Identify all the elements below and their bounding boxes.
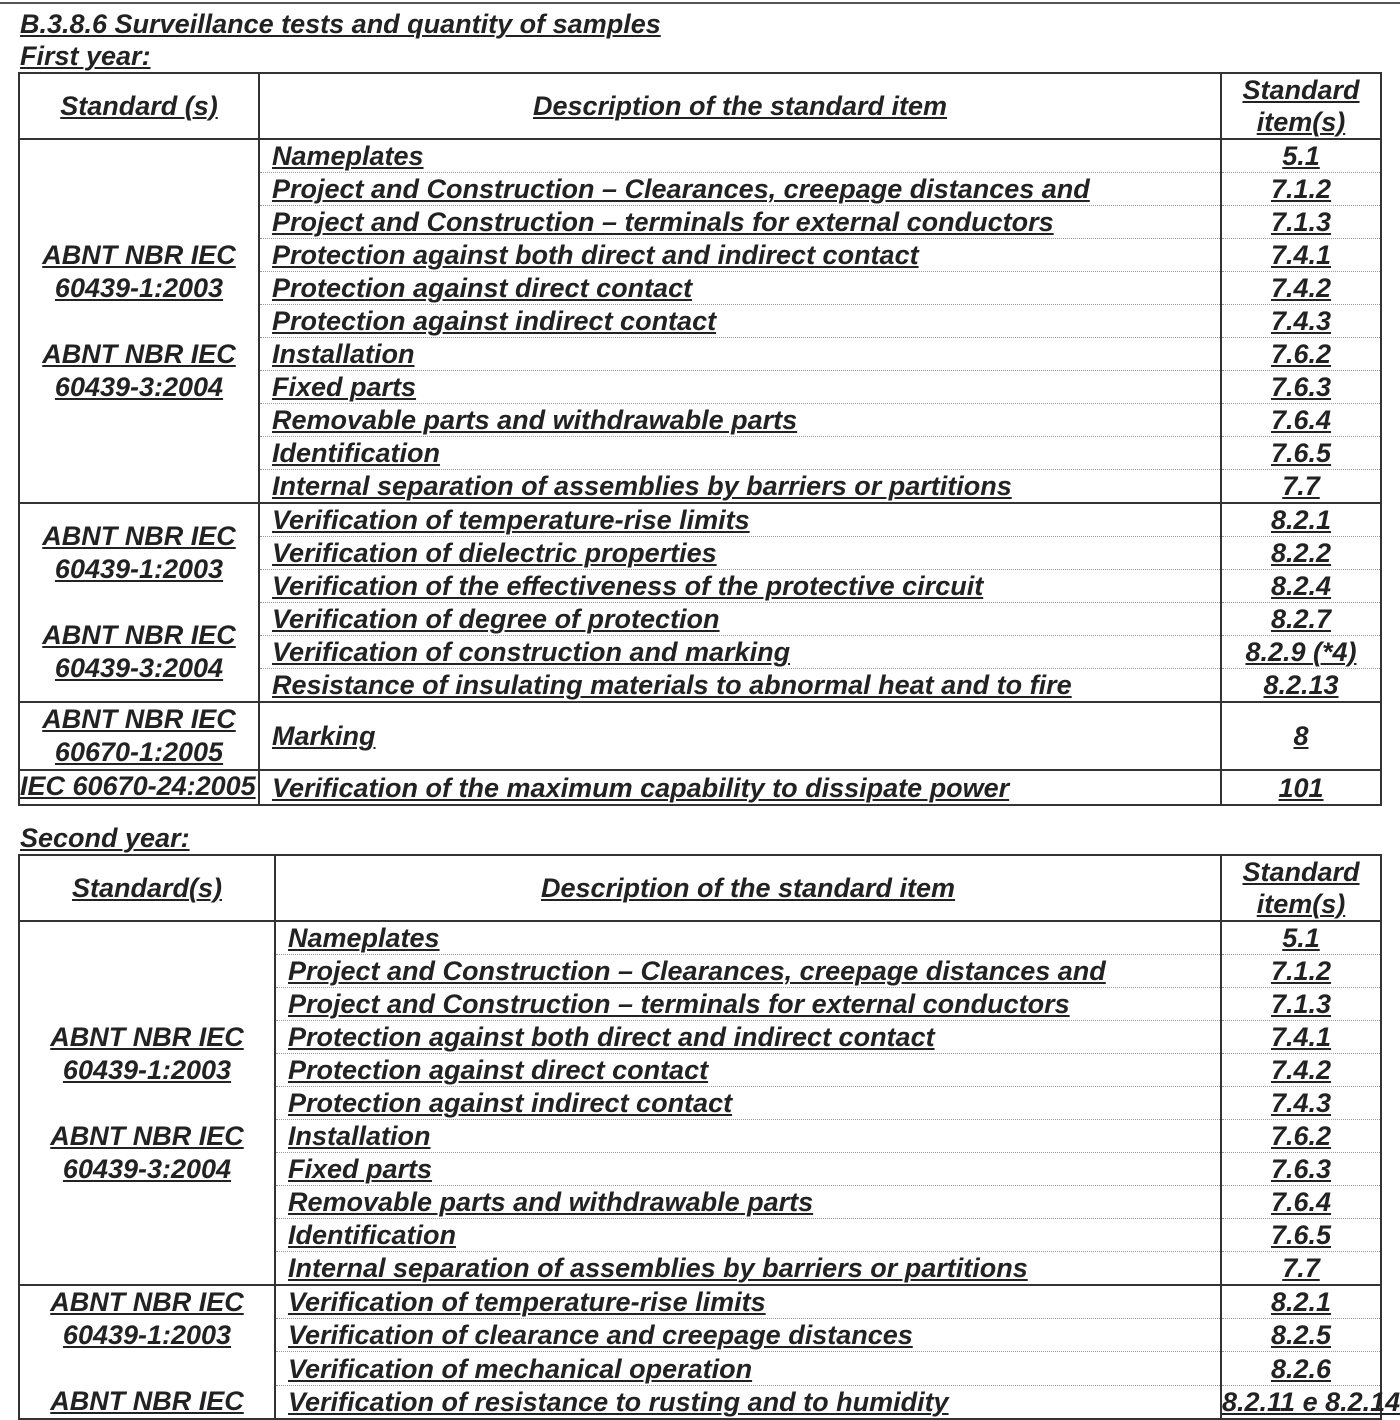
description-cell — [275, 1186, 1221, 1219]
description-cell — [275, 988, 1221, 1021]
description-cell — [275, 1319, 1221, 1352]
header-item-label: Standard item(s) — [1242, 857, 1360, 919]
description-cell — [259, 537, 1221, 570]
description-cell — [259, 470, 1221, 504]
standard-line: ABNT NBR IEC — [50, 1021, 244, 1052]
description-cell — [275, 1087, 1221, 1120]
item-number: 7.6.3 — [1270, 372, 1332, 402]
description-cell — [259, 437, 1221, 470]
description-cell — [259, 702, 1221, 770]
item-cell — [1221, 206, 1381, 239]
second-year-table — [18, 854, 1400, 1420]
item-number: 7.6.3 — [1270, 1154, 1332, 1184]
description-cell — [259, 770, 1221, 805]
header-standard-label: Standard(s) — [71, 873, 223, 903]
description-text: Removable parts and withdrawable parts — [288, 1187, 814, 1217]
standard-line: ABNT NBR IEC — [42, 704, 236, 734]
section-title: B.3.8.6 Surveillance tests and quantity of samples — [20, 9, 661, 39]
description-text: Protection against indirect contact — [288, 1088, 733, 1118]
first-year-table — [18, 72, 1382, 806]
standard-cell — [19, 702, 259, 770]
standard-line: 60439-1:2003 — [62, 1054, 232, 1085]
item-cell — [1221, 1120, 1381, 1153]
item-number: 7.1.3 — [1270, 989, 1332, 1019]
item-cell — [1221, 1153, 1381, 1186]
item-cell — [1221, 770, 1381, 805]
item-cell — [1221, 636, 1381, 669]
standard-line: ABNT NBR IEC — [50, 1386, 244, 1416]
item-cell — [1221, 603, 1381, 636]
item-cell — [1221, 988, 1381, 1021]
header-description — [275, 855, 1221, 921]
description-cell — [275, 1385, 1221, 1419]
description-cell — [259, 239, 1221, 272]
table-row — [19, 139, 1381, 173]
item-number: 7.4.2 — [1270, 1055, 1332, 1085]
standard-line — [20, 305, 258, 338]
description-cell — [259, 139, 1221, 173]
description-text: Protection against indirect contact — [272, 306, 717, 336]
description-cell — [259, 503, 1221, 537]
standard-line: ABNT NBR IEC — [42, 239, 236, 270]
description-text: Protection against direct contact — [288, 1055, 709, 1085]
header-item — [1221, 855, 1381, 921]
item-cell — [1221, 1352, 1381, 1385]
item-number: 8.2.6 — [1270, 1353, 1332, 1384]
item-cell — [1221, 1385, 1400, 1419]
header-description-label: Description of the standard item — [540, 873, 956, 903]
item-cell — [1221, 139, 1381, 173]
description-text: Verification of the maximum capability to dissipate power — [272, 772, 1010, 803]
table-row — [19, 921, 1381, 955]
item-number: 7.4.1 — [1270, 1022, 1332, 1052]
item-number: 101 — [1278, 772, 1324, 803]
standard-line: 60670-1:2005 — [54, 737, 224, 767]
standard-line: IEC 60670-24:2005 — [20, 771, 256, 801]
item-number: 7.6.4 — [1270, 405, 1332, 435]
item-number: 5.1 — [1282, 923, 1320, 953]
description-cell — [259, 404, 1221, 437]
description-cell — [275, 1153, 1221, 1186]
description-cell — [275, 1219, 1221, 1252]
item-cell — [1221, 239, 1381, 272]
item-number: 8.2.1 — [1270, 1287, 1332, 1318]
item-number: 7.7 — [1282, 471, 1320, 501]
standard-line — [20, 1087, 274, 1120]
item-cell — [1221, 371, 1381, 404]
item-cell — [1221, 437, 1381, 470]
description-text: Protection against direct contact — [272, 273, 693, 303]
item-number: 7.4.3 — [1270, 306, 1332, 336]
top-rule — [0, 2, 1400, 4]
description-text: Fixed parts — [272, 372, 417, 402]
item-cell — [1221, 1186, 1381, 1219]
description-text: Project and Construction – terminals for external conductors — [272, 207, 1054, 237]
item-cell — [1221, 1219, 1381, 1252]
item-cell — [1221, 470, 1381, 504]
second-year-label: Second year: — [20, 823, 190, 853]
item-cell — [1221, 338, 1381, 371]
standard-line — [20, 586, 258, 619]
description-cell — [259, 636, 1221, 669]
item-cell — [1221, 1021, 1381, 1054]
description-cell — [275, 955, 1221, 988]
item-cell — [1221, 173, 1381, 206]
first-year-label: First year: — [20, 41, 151, 71]
header-row — [19, 855, 1381, 921]
header-item-label: Standard item(s) — [1242, 75, 1360, 137]
item-cell — [1221, 570, 1381, 603]
description-text: Identification — [288, 1220, 456, 1250]
description-cell — [259, 603, 1221, 636]
item-number: 8.2.13 — [1263, 670, 1339, 700]
item-cell — [1221, 305, 1381, 338]
description-text: Verification of dielectric properties — [272, 538, 717, 568]
item-cell — [1221, 1054, 1381, 1087]
standard-line: 60439-1:2003 — [54, 272, 224, 303]
item-number: 7.1.2 — [1270, 174, 1332, 204]
description-cell — [259, 338, 1221, 371]
standard-line: 60439-3:2004 — [54, 653, 224, 683]
item-cell — [1221, 1252, 1381, 1286]
description-cell — [259, 173, 1221, 206]
standard-cell — [19, 503, 259, 702]
description-text: Fixed parts — [288, 1154, 433, 1184]
item-number: 7.6.5 — [1270, 1220, 1332, 1250]
description-text: Project and Construction – terminals for external conductors — [288, 989, 1070, 1019]
description-cell — [259, 371, 1221, 404]
item-number: 7.7 — [1282, 1253, 1320, 1283]
description-cell — [275, 1120, 1221, 1153]
item-cell — [1221, 1319, 1381, 1352]
item-cell — [1221, 1087, 1381, 1120]
description-cell — [259, 272, 1221, 305]
table-row — [19, 503, 1381, 537]
standard-cell — [19, 921, 275, 1285]
description-cell — [259, 305, 1221, 338]
standard-line: 60439-1:2003 — [62, 1320, 232, 1350]
item-number: 7.1.3 — [1270, 207, 1332, 237]
item-number: 5.1 — [1282, 141, 1320, 171]
item-cell — [1221, 921, 1381, 955]
item-cell — [1221, 702, 1381, 770]
standard-cell — [19, 139, 259, 503]
description-text: Internal separation of assemblies by barriers or partitions — [272, 471, 1012, 501]
item-number: 7.6.4 — [1270, 1187, 1332, 1217]
standard-line: ABNT NBR IEC — [50, 1287, 244, 1317]
description-cell — [275, 1252, 1221, 1286]
header-standard — [19, 73, 259, 139]
description-text: Identification — [272, 438, 440, 468]
item-number: 8.2.5 — [1270, 1320, 1332, 1351]
header-standard-label: Standard (s) — [60, 91, 218, 121]
header-description — [259, 73, 1221, 139]
item-number: 7.6.2 — [1270, 1121, 1332, 1151]
table-row — [19, 770, 1381, 805]
item-number: 8.2.9 (*4) — [1245, 637, 1357, 667]
standard-line: ABNT NBR IEC — [42, 338, 236, 369]
item-number: 8.2.4 — [1270, 571, 1332, 601]
description-text: Nameplates — [272, 141, 424, 171]
item-cell — [1221, 272, 1381, 305]
description-cell — [275, 1352, 1221, 1385]
description-text: Verification of clearance and creepage distances — [288, 1320, 913, 1351]
standard-line: 60439-3:2004 — [62, 1153, 232, 1184]
description-text: Resistance of insulating materials to abnormal heat and to fire — [272, 670, 1072, 700]
description-cell — [275, 1054, 1221, 1087]
standard-line: 60439-3:2004 — [54, 371, 224, 402]
item-number: 7.4.3 — [1270, 1088, 1332, 1118]
description-cell — [275, 921, 1221, 955]
description-text: Verification of construction and marking — [272, 637, 791, 667]
item-cell — [1221, 404, 1381, 437]
header-item — [1221, 73, 1381, 139]
standard-line: ABNT NBR IEC — [50, 1120, 244, 1151]
description-cell — [275, 1021, 1221, 1054]
header-description-label: Description of the standard item — [532, 91, 948, 121]
item-number: 7.1.2 — [1270, 956, 1332, 986]
item-number: 8.2.7 — [1270, 604, 1332, 634]
item-number: 7.4.1 — [1270, 240, 1332, 270]
standard-line: ABNT NBR IEC — [42, 521, 236, 551]
description-text: Verification of resistance to rusting and to humidity — [288, 1386, 949, 1417]
description-text: Verification of temperature-rise limits — [272, 505, 750, 535]
item-cell — [1221, 1285, 1381, 1319]
description-text: Marking — [272, 721, 376, 751]
description-text: Protection against both direct and indirect contact — [288, 1022, 935, 1052]
item-number: 8.2.2 — [1270, 538, 1332, 568]
standard-cell — [19, 770, 259, 805]
header-standard — [19, 855, 275, 921]
description-text: Protection against both direct and indirect contact — [272, 240, 919, 270]
item-number: 7.4.2 — [1270, 273, 1332, 303]
description-text: Nameplates — [288, 923, 440, 953]
item-number: 8.2.1 — [1270, 505, 1332, 535]
standard-line: ABNT NBR IEC — [42, 620, 236, 650]
item-number: 7.6.5 — [1270, 438, 1332, 468]
item-number: 8.2.11 e 8.2.14 — [1222, 1386, 1400, 1417]
standard-cell — [19, 1285, 275, 1419]
standard-line: 60439-1:2003 — [54, 554, 224, 584]
item-number: 7.6.2 — [1270, 339, 1332, 369]
description-text: Installation — [288, 1121, 431, 1151]
description-text: Project and Construction – Clearances, creepage distances and — [272, 174, 1090, 204]
item-cell — [1221, 669, 1381, 703]
item-number: 8 — [1293, 721, 1309, 751]
item-cell — [1221, 503, 1381, 537]
description-cell — [259, 570, 1221, 603]
description-text: Verification of temperature-rise limits — [288, 1287, 766, 1318]
item-cell — [1221, 537, 1381, 570]
table-row — [19, 702, 1381, 770]
description-cell — [259, 669, 1221, 703]
description-cell — [259, 206, 1221, 239]
description-text: Verification of degree of protection — [272, 604, 720, 634]
item-cell — [1221, 955, 1381, 988]
description-text: Removable parts and withdrawable parts — [272, 405, 798, 435]
description-text: Verification of mechanical operation — [288, 1353, 753, 1384]
header-row — [19, 73, 1381, 139]
description-text: Verification of the effectiveness of the protective circuit — [272, 571, 984, 601]
description-text: Project and Construction – Clearances, creepage distances and — [288, 956, 1106, 986]
table-row — [19, 1285, 1381, 1319]
standard-line — [20, 1352, 274, 1385]
description-text: Internal separation of assemblies by barriers or partitions — [288, 1253, 1028, 1283]
description-text: Installation — [272, 339, 415, 369]
description-cell — [275, 1285, 1221, 1319]
